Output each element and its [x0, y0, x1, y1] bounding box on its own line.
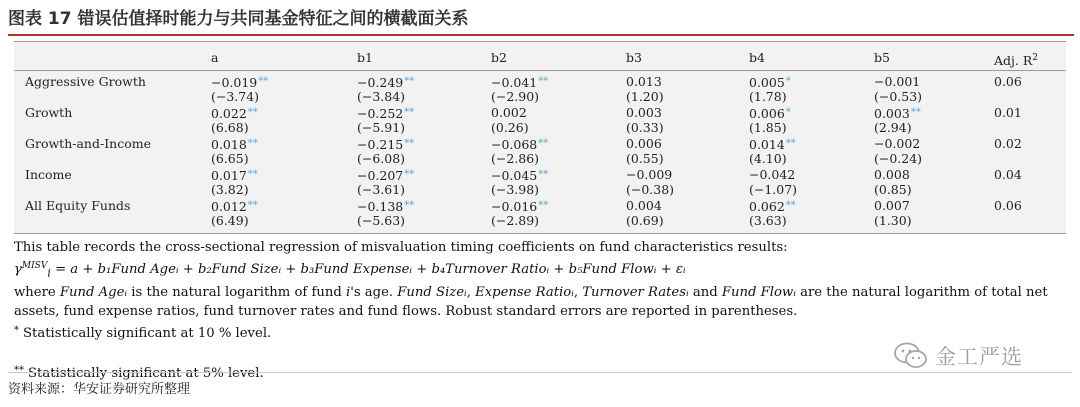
- note-significance-5: ** Statistically significant at 5% level.: [14, 364, 264, 381]
- row-label: Income: [25, 167, 72, 182]
- row-label: All Equity Funds: [25, 198, 131, 213]
- tstat-cell: (−5.91): [357, 120, 406, 135]
- note-description: This table records the cross-sectional regression of misvaluation timing coefficients on fund characteristics results:: [14, 240, 788, 255]
- tstat-cell: (−5.63): [357, 213, 406, 228]
- tstat-cell: (−0.53): [874, 89, 923, 104]
- note-definitions: where Fund Ageᵢ is the natural logarithm of fund i's age. Fund Sizeᵢ, Expense Ratioᵢ, Turnover Ratesᵢ and Fund Flowᵢ are the natural logarithm of total net: [14, 284, 1048, 300]
- significance-star: **: [404, 107, 415, 118]
- significance-star: **: [404, 200, 415, 211]
- coefficient-cell: −0.252**: [357, 106, 415, 121]
- tstat-cell: (−3.84): [357, 89, 406, 104]
- tstat-cell: (4.10): [749, 151, 787, 166]
- tstat-cell: (0.33): [626, 120, 664, 135]
- tstat-cell: (1.30): [874, 213, 912, 228]
- adj-r2-cell: 0.02: [994, 136, 1022, 151]
- tstat-cell: (3.82): [211, 182, 249, 197]
- wechat-icon: [893, 341, 929, 371]
- coefficient-cell: 0.006*: [749, 106, 791, 121]
- coefficient-cell: −0.041**: [491, 75, 549, 90]
- column-header: Adj. $R^2$: [994, 53, 1038, 68]
- tstat-cell: (6.49): [211, 213, 249, 228]
- tstat-cell: (−2.89): [491, 213, 540, 228]
- significance-star: **: [538, 169, 549, 180]
- significance-star: **: [247, 138, 258, 149]
- column-header: b4: [749, 50, 765, 65]
- figure-title-bar: [8, 6, 1074, 36]
- column-header: a: [211, 50, 219, 65]
- significance-star: **: [538, 200, 549, 211]
- source-note: 资料来源：华安证券研究所整理: [8, 382, 191, 397]
- tstat-cell: (0.85): [874, 182, 912, 197]
- adj-r2-cell: 0.06: [994, 74, 1022, 89]
- coefficient-cell: −0.249**: [357, 75, 415, 90]
- coefficient-cell: −0.019**: [211, 75, 269, 90]
- note-significance-10: * Statistically significant at 10 % level.: [14, 324, 272, 341]
- tstat-cell: (−3.74): [211, 89, 260, 104]
- note-equation: $\gamma^{MISV}_i = a$ + b₁Fund Ageᵢ + b₂Fund Sizeᵢ + b₃Fund Expenseᵢ + b₄Turnover Ratioᵢ + b₅Fund Flowᵢ + εᵢ: [14, 261, 686, 280]
- tstat-cell: (−2.90): [491, 89, 540, 104]
- coefficient-cell: −0.001: [874, 74, 921, 89]
- coefficient-cell: 0.004: [626, 198, 662, 213]
- coefficient-cell: 0.008: [874, 167, 910, 182]
- coefficient-cell: −0.016**: [491, 199, 549, 214]
- coefficient-cell: −0.138**: [357, 199, 415, 214]
- tstat-cell: (1.78): [749, 89, 787, 104]
- tstat-cell: (2.94): [874, 120, 912, 135]
- adj-r2-cell: 0.01: [994, 105, 1022, 120]
- tstat-cell: (1.85): [749, 120, 787, 135]
- regression-table: [14, 41, 1066, 234]
- significance-star: **: [404, 76, 415, 87]
- significance-star: **: [785, 138, 796, 149]
- tstat-cell: (0.55): [626, 151, 664, 166]
- row-label: Growth: [25, 105, 73, 120]
- coefficient-cell: −0.068**: [491, 137, 549, 152]
- tstat-cell: (−3.61): [357, 182, 406, 197]
- tstat-cell: (−1.07): [749, 182, 798, 197]
- significance-star: **: [247, 107, 258, 118]
- coefficient-cell: −0.009: [626, 167, 673, 182]
- column-header: b3: [626, 50, 642, 65]
- column-header: b1: [357, 50, 373, 65]
- row-label: Growth-and-Income: [25, 136, 151, 151]
- column-header-superscript: 2: [1032, 53, 1038, 63]
- coefficient-cell: 0.013: [626, 74, 662, 89]
- coefficient-cell: 0.012**: [211, 199, 258, 214]
- coefficient-cell: 0.007: [874, 198, 910, 213]
- tstat-cell: (6.68): [211, 120, 249, 135]
- tstat-cell: (1.20): [626, 89, 664, 104]
- column-header: b2: [491, 50, 507, 65]
- tstat-cell: (−0.24): [874, 151, 923, 166]
- coefficient-cell: 0.003**: [874, 106, 921, 121]
- tstat-cell: (3.63): [749, 213, 787, 228]
- coefficient-cell: −0.045**: [491, 168, 549, 183]
- source-rule: [8, 372, 1072, 373]
- note-definitions-cont: assets, fund expense ratios, fund turnover rates and fund flows. Robust standard errors are reported in parentheses.: [14, 303, 798, 319]
- coefficient-cell: 0.014**: [749, 137, 796, 152]
- coefficient-cell: −0.215**: [357, 137, 415, 152]
- coefficient-cell: −0.207**: [357, 168, 415, 183]
- coefficient-cell: 0.062**: [749, 199, 796, 214]
- coefficient-cell: 0.006: [626, 136, 662, 151]
- coefficient-cell: 0.022**: [211, 106, 258, 121]
- tstat-cell: (6.65): [211, 151, 249, 166]
- row-label: Aggressive Growth: [25, 74, 146, 89]
- significance-star: **: [247, 169, 258, 180]
- coefficient-cell: 0.003: [626, 105, 662, 120]
- significance-star: *: [785, 76, 791, 87]
- tstat-cell: (−2.86): [491, 151, 540, 166]
- header-rule: [14, 70, 1066, 71]
- significance-star: **: [910, 107, 921, 118]
- adj-r2-cell: 0.06: [994, 198, 1022, 213]
- significance-star: **: [785, 200, 796, 211]
- coefficient-cell: 0.017**: [211, 168, 258, 183]
- significance-star: *: [785, 107, 791, 118]
- watermark-text: 金工严选: [935, 345, 1023, 369]
- significance-star: **: [538, 76, 549, 87]
- coefficient-cell: 0.002: [491, 105, 527, 120]
- tstat-cell: (−3.98): [491, 182, 540, 197]
- adj-r2-cell: 0.04: [994, 167, 1022, 182]
- coefficient-cell: −0.042: [749, 167, 796, 182]
- significance-star: **: [404, 138, 415, 149]
- coefficient-cell: 0.005*: [749, 75, 791, 90]
- tstat-cell: (0.69): [626, 213, 664, 228]
- column-header: b5: [874, 50, 890, 65]
- significance-star: **: [404, 169, 415, 180]
- significance-star: **: [258, 76, 269, 87]
- tstat-cell: (0.26): [491, 120, 529, 135]
- significance-star: **: [247, 200, 258, 211]
- watermark: [893, 340, 1023, 372]
- significance-star: **: [538, 138, 549, 149]
- coefficient-cell: −0.002: [874, 136, 921, 151]
- coefficient-cell: 0.018**: [211, 137, 258, 152]
- tstat-cell: (−0.38): [626, 182, 675, 197]
- tstat-cell: (−6.08): [357, 151, 406, 166]
- figure-title: 图表 17 错误估值择时能力与共同基金特征之间的横截面关系: [8, 9, 469, 29]
